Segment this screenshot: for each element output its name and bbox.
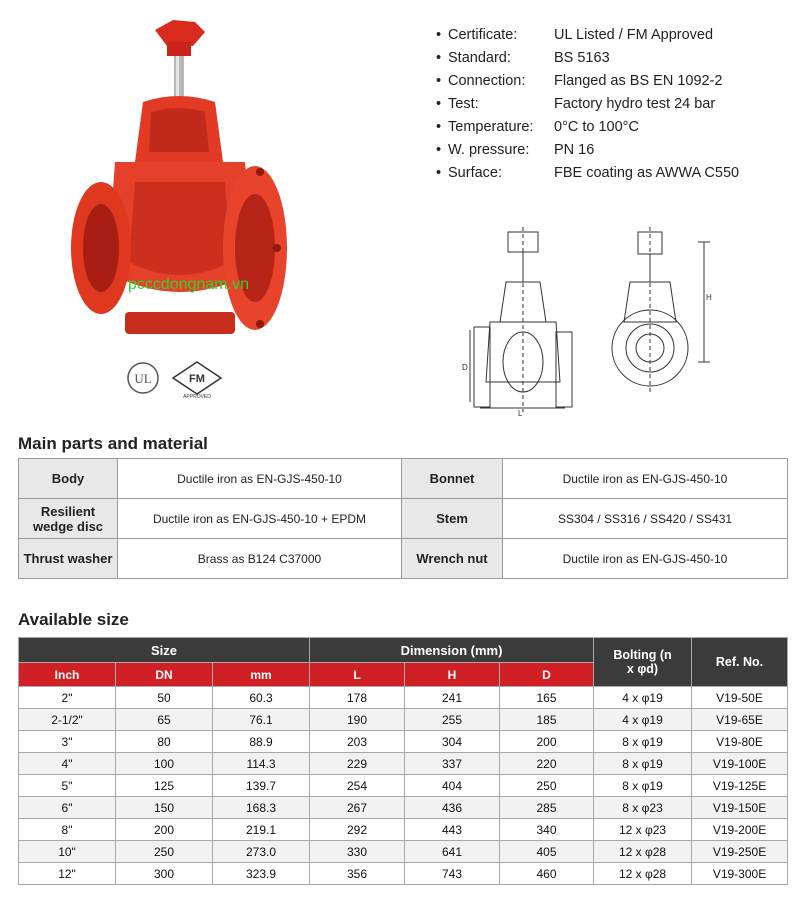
d-cell: 405 [500,841,594,863]
d-cell: 340 [500,819,594,841]
h-cell: 241 [405,687,500,709]
spec-item [436,116,739,139]
inch-cell: 8" [19,819,116,841]
l-cell: 292 [310,819,405,841]
size-section-title: Available size [18,610,129,629]
mm-cell: 88.9 [213,731,310,753]
part-material: SS304 / SS316 / SS420 / SS431 [503,499,788,539]
size-row [19,775,788,797]
h-header: H [405,663,500,687]
d-cell: 185 [500,709,594,731]
mm-cell: 76.1 [213,709,310,731]
size-row [19,841,788,863]
dimension-group-header: Dimension (mm) [310,638,594,663]
svg-text:UL: UL [134,371,152,386]
bolting-cell: 8 x φ19 [594,731,692,753]
fm-approved-logo [173,362,221,400]
d-cell: 220 [500,753,594,775]
spec-label: Standard: [448,50,511,66]
parts-table [18,458,788,579]
bullet-icon: • [436,96,442,112]
spec-value: 0°C to 100°C [554,119,639,135]
bullet-icon: • [436,142,442,158]
mm-cell: 273.0 [213,841,310,863]
bullet-icon: • [436,73,442,89]
d-cell: 285 [500,797,594,819]
svg-text:D: D [462,363,468,372]
size-table [18,637,788,885]
size-row [19,819,788,841]
ref-no-cell: V19-50E [692,687,788,709]
spec-label: Surface: [448,165,502,181]
spec-item [436,162,739,185]
bolting-cell: 8 x φ23 [594,797,692,819]
parts-row [19,459,788,499]
mm-cell: 323.9 [213,863,310,885]
d-cell: 165 [500,687,594,709]
l-cell: 178 [310,687,405,709]
size-row [19,709,788,731]
spec-item [436,47,739,70]
h-cell: 404 [405,775,500,797]
svg-text:FM: FM [189,373,205,385]
h-cell: 641 [405,841,500,863]
bolting-cell: 12 x φ28 [594,841,692,863]
dn-cell: 100 [116,753,213,775]
h-cell: 743 [405,863,500,885]
mm-cell: 114.3 [213,753,310,775]
size-row [19,731,788,753]
d-cell: 250 [500,775,594,797]
ref-no-cell: V19-200E [692,819,788,841]
l-cell: 203 [310,731,405,753]
watermark: pcccdongnam.vn [128,276,249,293]
l-header: L [310,663,405,687]
l-cell: 330 [310,841,405,863]
part-material: Ductile iron as EN-GJS-450-10 [503,459,788,499]
size-group-header: Size [19,638,310,663]
spec-value: FBE coating as AWWA C550 [554,165,740,181]
bolting-cell: 12 x φ23 [594,819,692,841]
inch-cell: 5" [19,775,116,797]
spec-label: Connection: [448,73,526,89]
dn-cell: 250 [116,841,213,863]
dn-header: DN [116,663,213,687]
ref-no-cell: V19-300E [692,863,788,885]
parts-section-title: Main parts and material [18,434,208,453]
spec-value: BS 5163 [554,50,610,66]
dn-cell: 200 [116,819,213,841]
bolting-cell: 8 x φ19 [594,775,692,797]
spec-value: PN 16 [554,142,595,158]
inch-cell: 6" [19,797,116,819]
ul-logo [128,363,158,393]
bolting-cell: 8 x φ19 [594,753,692,775]
ref-no-header: Ref. No. [692,638,788,687]
size-row [19,687,788,709]
dn-cell: 65 [116,709,213,731]
d-cell: 460 [500,863,594,885]
inch-cell: 12" [19,863,116,885]
h-cell: 443 [405,819,500,841]
inch-cell: 2" [19,687,116,709]
inch-cell: 2-1/2" [19,709,116,731]
inch-cell: 3" [19,731,116,753]
h-cell: 436 [405,797,500,819]
bolting-header: Bolting (n x φd) [594,638,692,687]
bullet-icon: • [436,119,442,135]
h-cell: 255 [405,709,500,731]
inch-cell: 4" [19,753,116,775]
ref-no-cell: V19-150E [692,797,788,819]
inch-cell: 10" [19,841,116,863]
spec-item [436,139,739,162]
gate-valve-photo [55,12,305,402]
spec-item [436,24,739,47]
front-view-drawing [470,227,572,412]
svg-text:APPROVED: APPROVED [183,394,211,400]
spec-value: Factory hydro test 24 bar [554,96,716,112]
ref-no-cell: V19-250E [692,841,788,863]
technical-drawing [440,222,740,417]
l-cell: 254 [310,775,405,797]
bullet-icon: • [436,50,442,66]
h-cell: 337 [405,753,500,775]
part-name: Stem [402,499,503,539]
part-material: Ductile iron as EN-GJS-450-10 [118,459,402,499]
bullet-icon: • [436,27,442,43]
mm-cell: 168.3 [213,797,310,819]
bolting-cell: 4 x φ19 [594,709,692,731]
part-name: Wrench nut [402,539,503,579]
bolting-cell: 12 x φ28 [594,863,692,885]
part-material: Brass as B124 C37000 [118,539,402,579]
parts-row [19,499,788,539]
part-material: Ductile iron as EN-GJS-450-10 + EPDM [118,499,402,539]
d-header: D [500,663,594,687]
part-name: Thrust washer [19,539,118,579]
ref-no-cell: V19-125E [692,775,788,797]
spec-item [436,93,739,116]
spec-label: Certificate: [448,27,518,43]
l-cell: 356 [310,863,405,885]
ref-no-cell: V19-100E [692,753,788,775]
d-cell: 200 [500,731,594,753]
dn-cell: 150 [116,797,213,819]
size-row [19,863,788,885]
bullet-icon: • [436,165,442,181]
part-material: Ductile iron as EN-GJS-450-10 [503,539,788,579]
part-name: Body [19,459,118,499]
parts-row [19,539,788,579]
l-cell: 190 [310,709,405,731]
spec-value: UL Listed / FM Approved [554,27,714,43]
spec-label: Test: [448,96,479,112]
bolting-cell: 4 x φ19 [594,687,692,709]
part-name: Resilient wedge disc [19,499,118,539]
mm-header: mm [213,663,310,687]
svg-text:L: L [518,409,523,417]
dn-cell: 80 [116,731,213,753]
spec-label: Temperature: [448,119,534,135]
spec-value: Flanged as BS EN 1092-2 [554,73,723,89]
h-cell: 304 [405,731,500,753]
mm-cell: 219.1 [213,819,310,841]
svg-text:H: H [706,293,712,302]
mm-cell: 139.7 [213,775,310,797]
inch-header: Inch [19,663,116,687]
side-view-drawing [612,227,710,392]
spec-label: W. pressure: [448,142,530,158]
spec-item [436,70,739,93]
dn-cell: 125 [116,775,213,797]
l-cell: 267 [310,797,405,819]
dn-cell: 50 [116,687,213,709]
size-row [19,753,788,775]
ref-no-cell: V19-80E [692,731,788,753]
part-name: Bonnet [402,459,503,499]
spec-list [436,24,739,185]
size-row [19,797,788,819]
l-cell: 229 [310,753,405,775]
ref-no-cell: V19-65E [692,709,788,731]
dn-cell: 300 [116,863,213,885]
mm-cell: 60.3 [213,687,310,709]
